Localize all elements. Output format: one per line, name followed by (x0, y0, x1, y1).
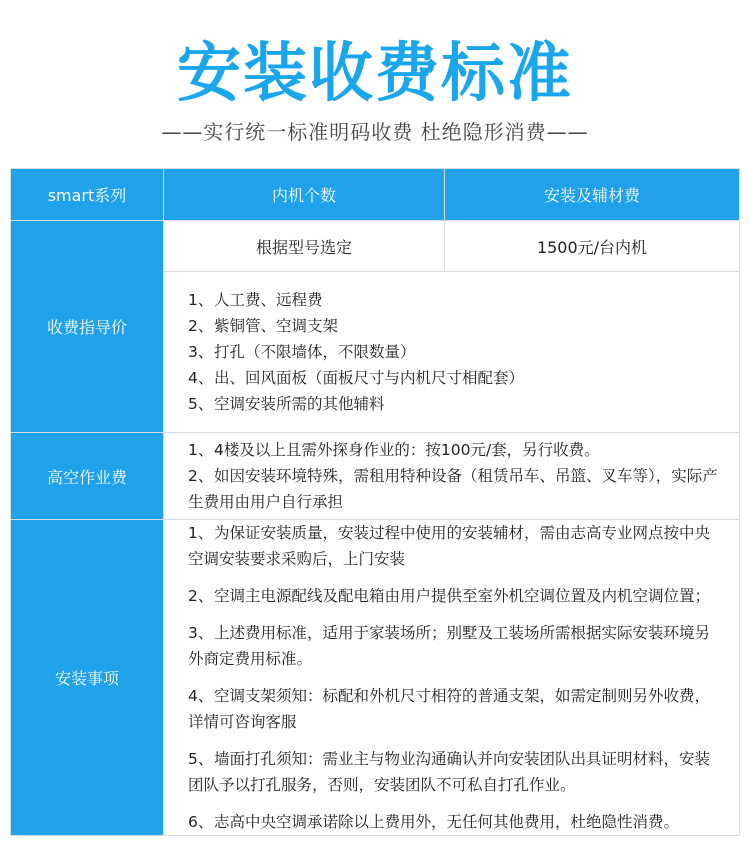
item-number: 5、 (188, 395, 214, 413)
notes-label: 安装事项 (11, 520, 164, 836)
list-item (188, 463, 719, 515)
page-title: 安装收费标准 (177, 37, 573, 111)
list-item (188, 583, 719, 609)
header-series: smart系列 (11, 169, 164, 221)
list-item (188, 809, 719, 835)
item-number: 4、 (188, 369, 214, 387)
unit-count-value: 根据型号选定 (164, 221, 445, 272)
item-number: 2、 (188, 317, 214, 335)
guide-label: 收费指导价 (11, 221, 164, 433)
item-text: 紫铜管、空调支架 (214, 317, 339, 335)
item-text: 打孔（不限墙体，不限数量） (214, 343, 416, 361)
item-number: 1、 (188, 441, 214, 459)
item-number: 6、 (188, 813, 214, 831)
item-number: 3、 (188, 343, 214, 361)
item-text: 空调主电源配线及配电箱由用户提供至室外机空调位置及内机空调位置； (214, 587, 711, 605)
item-text: 人工费、远程费 (214, 291, 323, 309)
item-number: 1、 (188, 291, 214, 309)
notes-list (164, 520, 739, 835)
list-item (188, 437, 719, 463)
item-text: 空调支架须知：标配和外机尺寸相符的普通支架，如需定制则另外收费，详情可咨询客服 (188, 687, 711, 731)
list-item (188, 391, 719, 417)
notes-content (164, 520, 740, 836)
list-item (188, 746, 719, 798)
list-item (188, 313, 719, 339)
list-item (188, 287, 719, 313)
item-text: 墙面打孔须知：需业主与物业沟通确认并向安装团队出具证明材料，安装团队予以打孔服务，否则，安装团队不可私自打孔作业。 (188, 750, 711, 794)
fee-value: 1500元/台内机 (445, 221, 740, 272)
guide-content (164, 272, 740, 433)
list-item (188, 520, 719, 572)
item-number: 4、 (188, 687, 214, 705)
list-item (188, 365, 719, 391)
item-number: 2、 (188, 587, 214, 605)
fee-table (10, 168, 740, 836)
table-row (11, 433, 740, 520)
header-unit-count: 内机个数 (164, 169, 445, 221)
item-text: 出、回风面板（面板尺寸与内机尺寸相配套） (214, 369, 525, 387)
high-work-list (164, 437, 739, 515)
list-item (188, 620, 719, 672)
header-install-fee: 安装及辅材费 (445, 169, 740, 221)
item-number: 5、 (188, 750, 214, 768)
table-row (11, 221, 740, 272)
high-work-label: 高空作业费 (11, 433, 164, 520)
item-text: 上述费用标准，适用于家装场所；别墅及工装场所需根据实际安装环境另外商定费用标准。 (188, 624, 711, 668)
item-text: 为保证安装质量，安装过程中使用的安装辅材，需由志高专业网点按中央空调安装要求采购后，上门安装 (188, 524, 711, 568)
item-text: 志高中央空调承诺除以上费用外，无任何其他费用，杜绝隐性消费。 (214, 813, 680, 831)
list-item (188, 339, 719, 365)
item-text: 空调安装所需的其他辅料 (214, 395, 385, 413)
table-row (11, 520, 740, 836)
page-subtitle: ——实行统一标准明码收费 杜绝隐形消费—— (161, 120, 589, 144)
guide-list (164, 287, 739, 417)
table-header-row (11, 169, 740, 221)
item-number: 1、 (188, 524, 214, 542)
item-text: 如因安装环境特殊，需租用特种设备（租赁吊车、吊篮、叉车等），实际产生费用由用户自行承担 (188, 467, 718, 511)
list-item (188, 683, 719, 735)
item-number: 3、 (188, 624, 214, 642)
high-work-content (164, 433, 740, 520)
item-number: 2、 (188, 467, 214, 485)
item-text: 4楼及以上且需外探身作业的：按100元/套，另行收费。 (214, 441, 600, 459)
